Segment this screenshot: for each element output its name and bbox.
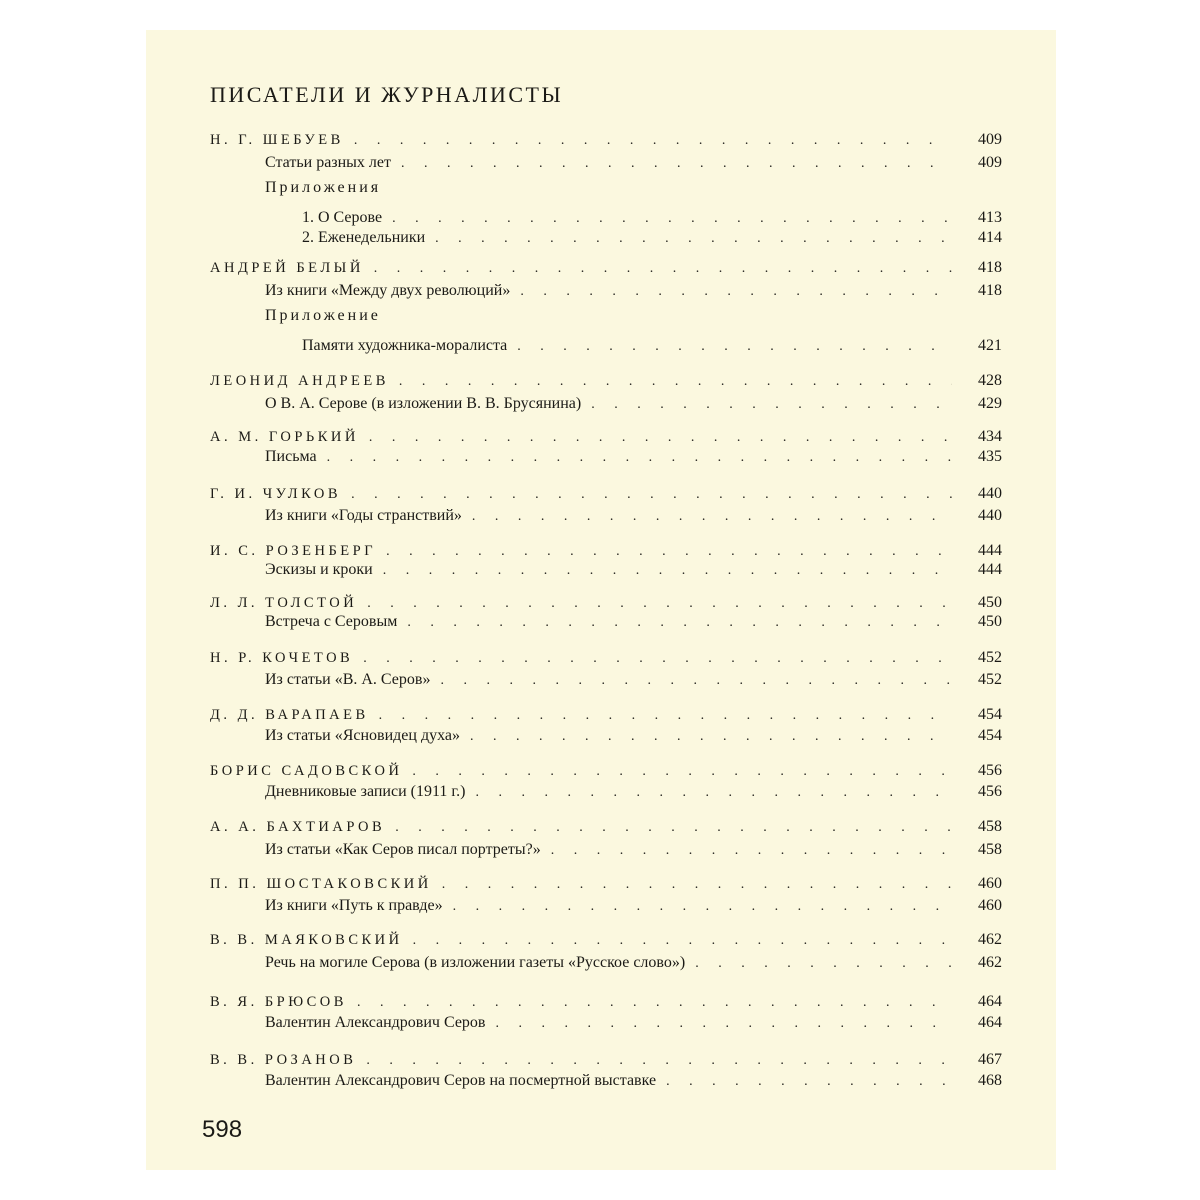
toc-author-entry <box>210 650 1002 666</box>
entry-page-number: 414 <box>978 229 1002 246</box>
dot-leader <box>435 232 952 246</box>
toc-author-entry <box>210 543 1002 559</box>
dot-leader <box>440 674 952 688</box>
entry-page-number: 450 <box>978 613 1002 630</box>
entry-title: Л. Л. ТОЛСТОЙ <box>210 595 358 611</box>
entry-title: Из статьи «Как Серов писал портреты?» <box>265 841 541 858</box>
entry-title: Эскизы и кроки <box>265 561 373 578</box>
dot-leader <box>363 652 952 666</box>
entry-page-number: 429 <box>978 395 1002 412</box>
entry-page-number: 409 <box>978 154 1002 171</box>
toc-author-entry <box>210 819 1002 835</box>
entry-title: Статьи разных лет <box>265 154 391 171</box>
entry-title: А. М. ГОРЬКИЙ <box>210 429 359 445</box>
entry-title: Валентин Александрович Серов на посмертной выставке <box>265 1072 657 1089</box>
toc-work-entry <box>265 283 1002 299</box>
dot-leader <box>412 765 952 779</box>
entry-page-number: 462 <box>978 954 1002 971</box>
toc-author-entry <box>210 132 1002 148</box>
toc-author-entry <box>210 486 1002 502</box>
toc-author-entry <box>210 707 1002 723</box>
dot-leader <box>386 545 952 559</box>
entry-title: Из статьи «Ясновидец духа» <box>265 727 460 744</box>
toc-subheading <box>265 180 1002 196</box>
dot-leader <box>369 431 952 445</box>
entry-page-number: 464 <box>978 993 1002 1010</box>
entry-title: О В. А. Серове (в изложении В. В. Брусянина) <box>265 395 582 412</box>
dot-leader <box>367 597 952 611</box>
toc-work-entry <box>265 784 1002 800</box>
entry-title: Г. И. ЧУЛКОВ <box>210 486 342 502</box>
toc-work-entry <box>265 842 1002 858</box>
entry-page-number: 454 <box>978 706 1002 723</box>
toc-work-entry <box>302 210 1002 226</box>
entry-title: Валентин Александрович Серов <box>265 1014 486 1031</box>
toc-work-entry <box>265 155 1002 171</box>
dot-leader <box>666 1075 952 1089</box>
toc-author-entry <box>210 1052 1002 1068</box>
dot-leader <box>695 957 952 971</box>
toc-work-entry <box>265 614 1002 630</box>
dot-leader <box>379 709 952 723</box>
dot-leader <box>495 1017 952 1031</box>
toc-author-entry <box>210 994 1002 1010</box>
entry-page-number: 454 <box>978 727 1002 744</box>
entry-page-number: 450 <box>978 594 1002 611</box>
entry-title: Речь на могиле Серова (в изложении газеты «Русское слово») <box>265 954 686 971</box>
entry-page-number: 460 <box>978 875 1002 892</box>
dot-leader <box>517 340 952 354</box>
entry-page-number: 444 <box>978 561 1002 578</box>
toc-work-entry <box>265 1073 1002 1089</box>
toc-work-entry <box>265 672 1002 688</box>
entry-title: В. Я. БРЮСОВ <box>210 994 347 1010</box>
dot-leader <box>354 134 952 148</box>
dot-leader <box>413 934 952 948</box>
entry-title: Памяти художника-моралиста <box>302 337 508 354</box>
toc-author-entry <box>210 595 1002 611</box>
entry-title: ЛЕОНИД АНДРЕЕВ <box>210 373 389 389</box>
entry-title: 1. О Серове <box>302 209 383 226</box>
entry-page-number: 434 <box>978 428 1002 445</box>
entry-page-number: 418 <box>978 259 1002 276</box>
entry-title: Д. Д. ВАРАПАЕВ <box>210 707 369 723</box>
toc-author-entry <box>210 429 1002 445</box>
entry-page-number: 458 <box>978 841 1002 858</box>
dot-leader <box>472 510 952 524</box>
dot-leader <box>395 821 952 835</box>
entry-title: АНДРЕЙ БЕЛЫЙ <box>210 260 364 276</box>
entry-title: 2. Еженедельники <box>302 229 426 246</box>
entry-page-number: 413 <box>978 209 1002 226</box>
entry-page-number: 467 <box>978 1051 1002 1068</box>
dot-leader <box>357 996 952 1010</box>
dot-leader <box>475 786 952 800</box>
toc-work-entry <box>302 230 1002 246</box>
entry-page-number: 464 <box>978 1014 1002 1031</box>
dot-leader <box>383 564 952 578</box>
dot-leader <box>366 1054 952 1068</box>
entry-page-number: 468 <box>978 1072 1002 1089</box>
dot-leader <box>470 730 952 744</box>
dot-leader <box>392 212 952 226</box>
dot-leader <box>442 878 952 892</box>
entry-title: Дневниковые записи (1911 г.) <box>265 783 466 800</box>
entry-page-number: 418 <box>978 282 1002 299</box>
entry-page-number: 462 <box>978 931 1002 948</box>
section-heading: ПИСАТЕЛИ И ЖУРНАЛИСТЫ <box>210 82 564 107</box>
entry-page-number: 440 <box>978 507 1002 524</box>
entry-title: Из книги «Путь к правде» <box>265 897 443 914</box>
entry-page-number: 435 <box>978 448 1002 465</box>
toc-author-entry <box>210 876 1002 892</box>
dot-leader <box>520 285 952 299</box>
dot-leader <box>401 157 952 171</box>
entry-title: Н. Г. ШЕБУЕВ <box>210 132 344 148</box>
entry-title: Приложения <box>265 179 382 196</box>
entry-title: И. С. РОЗЕНБЕРГ <box>210 543 377 559</box>
toc-work-entry <box>265 955 1002 971</box>
dot-leader <box>551 844 952 858</box>
entry-title: Из статьи «В. А. Серов» <box>265 671 431 688</box>
toc-author-entry <box>210 763 1002 779</box>
entry-page-number: 440 <box>978 485 1002 502</box>
toc-work-entry <box>265 562 1002 578</box>
toc-work-entry <box>265 728 1002 744</box>
toc-author-entry <box>210 932 1002 948</box>
dot-leader <box>407 616 952 630</box>
toc-author-entry <box>210 373 1002 389</box>
toc-work-entry <box>265 449 1002 465</box>
entry-title: Встреча с Серовым <box>265 613 398 630</box>
toc-work-entry <box>265 508 1002 524</box>
dot-leader <box>351 488 952 502</box>
toc-author-entry <box>210 260 1002 276</box>
entry-page-number: 452 <box>978 671 1002 688</box>
entry-title: Из книги «Годы странствий» <box>265 507 462 524</box>
entry-page-number: 421 <box>978 337 1002 354</box>
entry-page-number: 444 <box>978 542 1002 559</box>
toc-work-entry <box>265 1015 1002 1031</box>
entry-title: В. В. РОЗАНОВ <box>210 1052 357 1068</box>
entry-page-number: 428 <box>978 372 1002 389</box>
toc-subheading <box>265 308 1002 324</box>
entry-title: Из книги «Между двух революций» <box>265 282 511 299</box>
entry-title: БОРИС САДОВСКОЙ <box>210 763 403 779</box>
dot-leader <box>399 375 952 389</box>
dot-leader <box>374 262 952 276</box>
toc-work-entry <box>265 898 1002 914</box>
toc-work-entry <box>302 338 1002 354</box>
entry-title: П. П. ШОСТАКОВСКИЙ <box>210 876 432 892</box>
dot-leader <box>327 451 952 465</box>
entry-title: А. А. БАХТИАРОВ <box>210 819 386 835</box>
entry-page-number: 409 <box>978 131 1002 148</box>
entry-title: В. В. МАЯКОВСКИЙ <box>210 932 403 948</box>
dot-leader <box>591 398 952 412</box>
dot-leader <box>453 900 952 914</box>
entry-page-number: 460 <box>978 897 1002 914</box>
entry-page-number: 456 <box>978 783 1002 800</box>
toc-work-entry <box>265 396 1002 412</box>
entry-title: Приложение <box>265 307 381 324</box>
page-number: 598 <box>202 1116 243 1143</box>
entry-page-number: 458 <box>978 818 1002 835</box>
entry-title: Письма <box>265 448 317 465</box>
entry-title: Н. Р. КОЧЕТОВ <box>210 650 354 666</box>
entry-page-number: 452 <box>978 649 1002 666</box>
entry-page-number: 456 <box>978 762 1002 779</box>
